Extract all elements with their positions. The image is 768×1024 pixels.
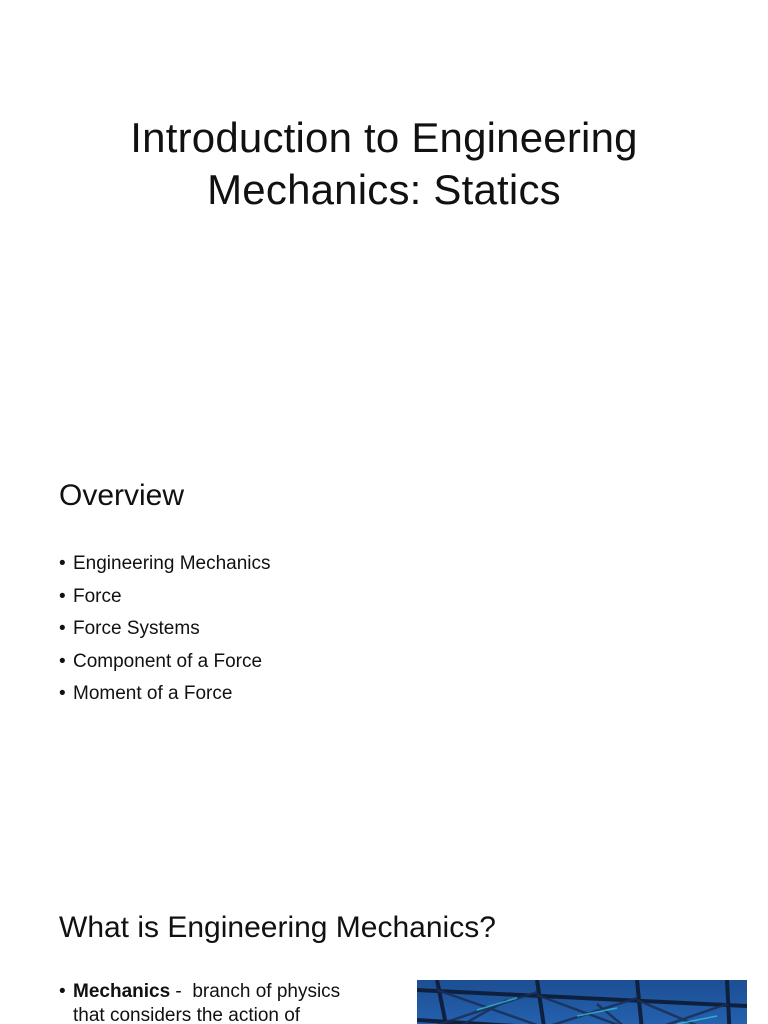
list-item — [59, 646, 271, 679]
presentation-title — [0, 112, 768, 216]
bullet-icon: • — [59, 618, 66, 639]
definition-term: Mechanics — [73, 981, 171, 1002]
list-item-text: Component of a Force — [73, 650, 263, 672]
list-item — [59, 980, 373, 1024]
overview-heading: Overview — [59, 479, 185, 512]
bullet-icon: • — [59, 553, 66, 574]
what-is-heading: What is Engineering Mechanics? — [59, 911, 496, 944]
bullet-icon: • — [59, 650, 66, 672]
list-item-text: Moment of a Force — [73, 683, 233, 704]
list-item-text: Force Systems — [73, 618, 200, 639]
slide-title — [0, 0, 768, 432]
list-item — [59, 581, 271, 614]
list-item-text: Force — [73, 585, 122, 607]
definition-bullet-list — [59, 980, 373, 1024]
list-item — [59, 678, 271, 711]
bullet-icon: • — [59, 981, 66, 1002]
list-item — [59, 548, 271, 581]
definition-text: branch of physics that considers the action of — [73, 981, 341, 1024]
title-line-1: Introduction to Engineering — [130, 114, 638, 161]
list-item — [59, 613, 271, 646]
bullet-icon: • — [59, 683, 66, 704]
bullet-icon: • — [59, 585, 66, 607]
list-item-text: Engineering Mechanics — [73, 553, 271, 574]
overview-bullet-list — [59, 548, 271, 711]
title-line-2: Mechanics: Statics — [207, 166, 561, 213]
steel-structure-image — [417, 980, 747, 1024]
steel-structure-icon — [417, 980, 747, 1024]
slide-overview — [0, 432, 768, 864]
definition-separator: - — [170, 981, 193, 1002]
slide-what-is-engineering-mechanics — [0, 864, 768, 1024]
